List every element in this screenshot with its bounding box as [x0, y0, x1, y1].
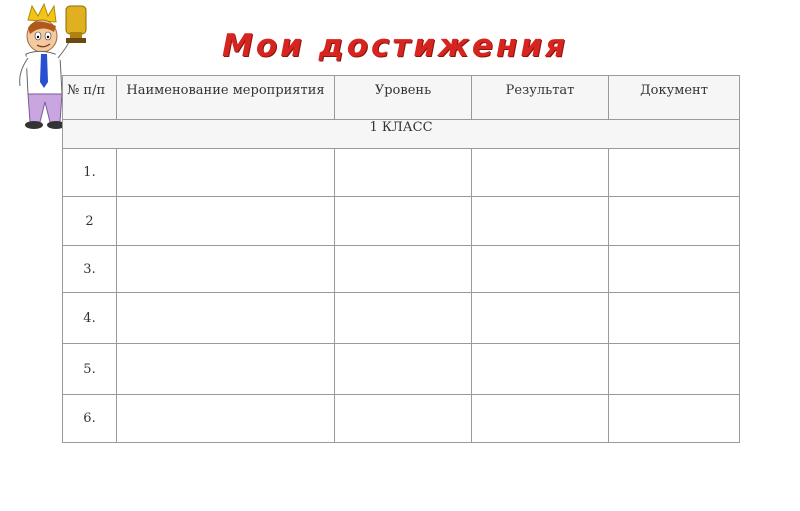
row-number: 4.: [63, 293, 117, 344]
cell-event-name[interactable]: [117, 395, 335, 443]
section-title: 1 КЛАСС: [63, 120, 740, 149]
table-header-row: [63, 76, 740, 120]
cell-level[interactable]: [335, 293, 472, 344]
cell-event-name[interactable]: [117, 344, 335, 395]
cell-level[interactable]: [335, 197, 472, 246]
cell-level[interactable]: [335, 246, 472, 293]
cell-document[interactable]: [609, 246, 740, 293]
row-number: 6.: [63, 395, 117, 443]
cell-document[interactable]: [609, 197, 740, 246]
header-number: № п/п: [63, 76, 117, 120]
table-row: [63, 395, 740, 443]
cell-result[interactable]: [472, 395, 609, 443]
table-row: [63, 149, 740, 197]
row-number: 1.: [63, 149, 117, 197]
cell-result[interactable]: [472, 246, 609, 293]
cell-event-name[interactable]: [117, 246, 335, 293]
row-number: 3.: [63, 246, 117, 293]
cell-level[interactable]: [335, 395, 472, 443]
cell-result[interactable]: [472, 197, 609, 246]
table-row: [63, 197, 740, 246]
header-result: Результат: [472, 76, 609, 120]
cell-event-name[interactable]: [117, 197, 335, 246]
section-row: [63, 120, 740, 149]
header-document: Документ: [609, 76, 740, 120]
table-row: [63, 293, 740, 344]
cell-event-name[interactable]: [117, 149, 335, 197]
table-row: [63, 344, 740, 395]
cell-document[interactable]: [609, 395, 740, 443]
achievements-table: [62, 75, 740, 443]
cell-level[interactable]: [335, 149, 472, 197]
cell-document[interactable]: [609, 344, 740, 395]
row-number: 2: [63, 197, 117, 246]
cell-result[interactable]: [472, 293, 609, 344]
cell-result[interactable]: [472, 344, 609, 395]
header-level: Уровень: [335, 76, 472, 120]
cell-event-name[interactable]: [117, 293, 335, 344]
header-event-name: Наименование мероприятия: [117, 76, 335, 120]
cell-result[interactable]: [472, 149, 609, 197]
cell-level[interactable]: [335, 344, 472, 395]
row-number: 5.: [63, 344, 117, 395]
page-title: Мои достижения: [222, 28, 568, 64]
cell-document[interactable]: [609, 149, 740, 197]
cell-document[interactable]: [609, 293, 740, 344]
table-row: [63, 246, 740, 293]
